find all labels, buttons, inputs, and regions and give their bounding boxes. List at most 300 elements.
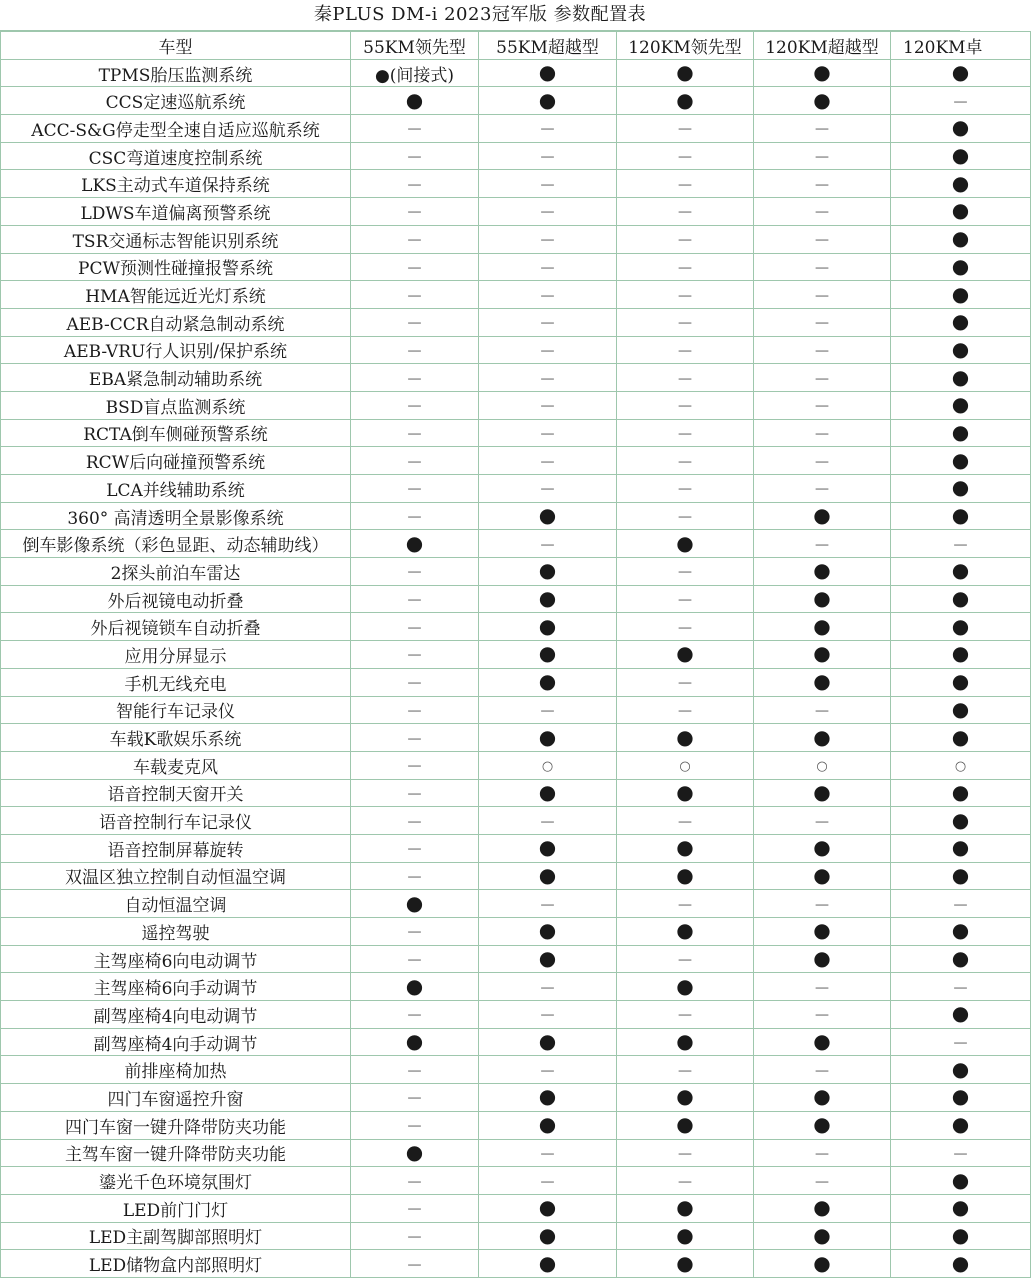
not-available-dash: — (815, 425, 829, 442)
table-row (1, 613, 1031, 641)
not-available-dash: — (815, 1145, 829, 1162)
standard-dot-icon: ● (951, 1167, 970, 1192)
spec-cell (479, 641, 617, 669)
spec-cell (351, 890, 479, 918)
feature-name: 四门车窗遥控升窗 (1, 1084, 351, 1112)
standard-dot-icon: ● (538, 1112, 557, 1137)
feature-name: RCTA倒车侧碰预警系统 (1, 419, 351, 447)
feature-name: 前排座椅加热 (1, 1056, 351, 1084)
spec-cell (754, 558, 891, 586)
not-available-dash: — (678, 259, 692, 276)
not-available-dash: — (540, 536, 555, 553)
spec-cell (351, 225, 479, 253)
standard-dot-icon: ● (538, 918, 557, 943)
not-available-dash: — (678, 1173, 692, 1190)
standard-dot-icon: ● (676, 779, 694, 804)
spec-cell (617, 336, 754, 364)
table-row (1, 1111, 1031, 1139)
spec-cell (479, 945, 617, 973)
not-available-dash: — (407, 785, 422, 802)
table-row (1, 87, 1031, 115)
spec-cell (351, 502, 479, 530)
spec-cell (754, 585, 891, 613)
table-row (1, 447, 1031, 475)
spec-cell (617, 807, 754, 835)
not-available-dash: — (407, 453, 422, 470)
spec-cell (891, 1139, 1031, 1167)
not-available-dash: — (407, 647, 422, 664)
spec-cell (891, 1194, 1031, 1222)
feature-name: 主驾座椅6向电动调节 (1, 945, 351, 973)
spec-cell (617, 447, 754, 475)
standard-dot-icon: ● (951, 918, 970, 943)
not-available-dash: — (815, 896, 829, 913)
spec-cell (891, 1167, 1031, 1195)
spec-cell (351, 1001, 479, 1029)
spec-cell (351, 973, 479, 1001)
not-available-dash: — (815, 1007, 829, 1024)
spec-cell (617, 391, 754, 419)
feature-name: LCA并线辅助系统 (1, 475, 351, 503)
spec-cell (891, 585, 1031, 613)
standard-dot-icon: ● (405, 1029, 424, 1054)
feature-name: 外后视镜锁车自动折叠 (1, 613, 351, 641)
table-row (1, 807, 1031, 835)
spec-cell (351, 419, 479, 447)
standard-dot-icon: ● (951, 1195, 970, 1220)
spec-cell (754, 862, 891, 890)
spec-cell (754, 1111, 891, 1139)
header-model-label: 车型 (1, 32, 351, 60)
standard-dot-icon: ● (676, 1084, 694, 1109)
spec-cell (891, 558, 1031, 586)
not-available-dash: — (815, 315, 829, 332)
not-available-dash: — (678, 1062, 692, 1079)
spec-cell (754, 834, 891, 862)
not-available-dash: — (815, 481, 829, 498)
standard-dot-icon: ● (951, 281, 970, 306)
table-row (1, 225, 1031, 253)
spec-cell (754, 1167, 891, 1195)
spec-cell (891, 1250, 1031, 1278)
table-row (1, 890, 1031, 918)
not-available-dash: — (540, 398, 555, 415)
spec-cell (754, 1222, 891, 1250)
table-row (1, 668, 1031, 696)
spec-cell (617, 502, 754, 530)
standard-dot-icon: ● (538, 835, 557, 860)
spec-cell (479, 142, 617, 170)
table-row (1, 862, 1031, 890)
not-available-dash: — (815, 232, 829, 249)
spec-cell (479, 558, 617, 586)
standard-dot-icon: ● (405, 973, 424, 998)
feature-name: LKS主动式车道保持系统 (1, 170, 351, 198)
not-available-dash: — (407, 315, 422, 332)
spec-cell (617, 890, 754, 918)
spec-cell (479, 253, 617, 281)
standard-dot-icon: ● (676, 641, 694, 666)
spec-cell (891, 973, 1031, 1001)
spec-cell (891, 1028, 1031, 1056)
table-row (1, 1167, 1031, 1195)
model-header: 55KM超越型 (479, 32, 617, 60)
standard-dot-icon: ● (538, 558, 557, 583)
spec-cell (479, 198, 617, 226)
feature-name: CSC弯道速度控制系统 (1, 142, 351, 170)
not-available-dash: — (540, 453, 555, 470)
not-available-dash: — (540, 702, 555, 719)
standard-dot-icon: ● (951, 724, 970, 749)
spec-cell (351, 724, 479, 752)
feature-name: 360° 高清透明全景影像系统 (1, 502, 351, 530)
spec-cell (754, 336, 891, 364)
feature-name: 车载麦克风 (1, 751, 351, 779)
standard-dot-icon: ● (813, 503, 831, 528)
standard-dot-icon: ● (951, 503, 970, 528)
not-available-dash: — (678, 675, 692, 692)
spec-cell (891, 87, 1031, 115)
standard-dot-icon: ● (676, 862, 694, 887)
spec-cell (891, 724, 1031, 752)
spec-cell (351, 198, 479, 226)
feature-name: 倒车影像系统（彩色显距、动态辅助线） (1, 530, 351, 558)
spec-cell (617, 1222, 754, 1250)
spec-cell (351, 115, 479, 143)
spec-cell (479, 862, 617, 890)
spec-cell (351, 1139, 479, 1167)
not-available-dash: — (815, 287, 829, 304)
spec-cell (351, 530, 479, 558)
not-available-dash: — (678, 149, 692, 166)
table-row (1, 724, 1031, 752)
not-available-dash: — (678, 1145, 692, 1162)
standard-dot-icon: ● (951, 558, 970, 583)
spec-cell (891, 142, 1031, 170)
not-available-dash: — (953, 979, 968, 996)
not-available-dash: — (540, 979, 555, 996)
spec-cell (754, 779, 891, 807)
spec-cell (891, 696, 1031, 724)
standard-dot-icon: ● (813, 1195, 831, 1220)
spec-table-body (1, 32, 1031, 1278)
standard-dot-icon: ● (538, 1222, 557, 1247)
feature-name: 外后视镜电动折叠 (1, 585, 351, 613)
spec-cell (479, 336, 617, 364)
table-row (1, 696, 1031, 724)
spec-cell (891, 613, 1031, 641)
spec-cell (351, 1084, 479, 1112)
spec-cell (617, 585, 754, 613)
spec-cell (891, 308, 1031, 336)
spec-cell (617, 1139, 754, 1167)
not-available-dash: — (540, 813, 555, 830)
not-available-dash: — (953, 93, 968, 110)
table-row (1, 751, 1031, 779)
standard-dot-icon: ● (676, 973, 694, 998)
feature-name: 主驾座椅6向手动调节 (1, 973, 351, 1001)
spec-cell (479, 115, 617, 143)
spec-cell (891, 364, 1031, 392)
standard-dot-icon: ● (951, 1250, 970, 1275)
spec-cell (479, 613, 617, 641)
not-available-dash: — (540, 370, 555, 387)
standard-dot-icon: ● (951, 779, 970, 804)
not-available-dash: — (953, 1145, 968, 1162)
not-available-dash: — (540, 1173, 555, 1190)
spec-cell (754, 253, 891, 281)
feature-name: 遥控驾驶 (1, 918, 351, 946)
not-available-dash: — (540, 287, 555, 304)
spec-cell (479, 1001, 617, 1029)
not-available-dash: — (678, 453, 692, 470)
table-row (1, 1084, 1031, 1112)
not-available-dash: — (678, 1007, 692, 1024)
standard-dot-icon: ● (538, 586, 557, 611)
not-available-dash: — (678, 702, 692, 719)
not-available-dash: — (407, 287, 422, 304)
table-row (1, 945, 1031, 973)
standard-dot-icon: ● (951, 807, 970, 832)
standard-dot-icon: ● (951, 419, 970, 444)
standard-dot-icon: ● (405, 530, 424, 555)
spec-cell (891, 391, 1031, 419)
spec-cell (754, 918, 891, 946)
spec-cell (754, 364, 891, 392)
spec-cell (351, 945, 479, 973)
standard-dot-icon: ● (538, 1084, 557, 1109)
table-row (1, 336, 1031, 364)
model-header: 120KM超越型 (754, 32, 891, 60)
spec-cell (891, 502, 1031, 530)
table-row (1, 1001, 1031, 1029)
standard-dot-icon: ● (538, 669, 557, 694)
spec-cell (479, 1111, 617, 1139)
spec-table (0, 31, 1031, 1278)
spec-cell (351, 364, 479, 392)
table-row (1, 419, 1031, 447)
not-available-dash: — (540, 121, 555, 138)
not-available-dash: — (407, 619, 422, 636)
spec-cell (754, 751, 891, 779)
not-available-dash: — (407, 176, 422, 193)
table-row (1, 281, 1031, 309)
standard-dot-icon: ● (951, 170, 970, 195)
spec-cell (891, 918, 1031, 946)
spec-cell (891, 1084, 1031, 1112)
feature-name: 手机无线充电 (1, 668, 351, 696)
spec-cell (754, 724, 891, 752)
standard-dot-icon: ● (538, 613, 557, 638)
table-row (1, 502, 1031, 530)
spec-cell (891, 225, 1031, 253)
feature-name: LED前门门灯 (1, 1194, 351, 1222)
model-header: 120KM卓 (891, 32, 1031, 60)
spec-cell (351, 142, 479, 170)
spec-cell (754, 142, 891, 170)
table-row (1, 973, 1031, 1001)
not-available-dash: — (678, 509, 692, 526)
not-available-dash: — (407, 1090, 422, 1107)
not-available-dash: — (540, 204, 555, 221)
not-available-dash: — (540, 315, 555, 332)
spec-cell (617, 1167, 754, 1195)
not-available-dash: — (407, 1007, 422, 1024)
table-row (1, 115, 1031, 143)
spec-cell (351, 281, 479, 309)
standard-dot-icon: ● (405, 1139, 424, 1164)
feature-name: 语音控制行车记录仪 (1, 807, 351, 835)
feature-name: 主驾车窗一键升降带防夹功能 (1, 1139, 351, 1167)
standard-dot-icon: ● (951, 143, 970, 168)
not-available-dash: — (407, 149, 422, 166)
spec-cell (891, 419, 1031, 447)
table-row (1, 1028, 1031, 1056)
spec-cell (754, 1056, 891, 1084)
spec-cell (754, 890, 891, 918)
feature-name: TPMS胎压监测系统 (1, 59, 351, 87)
not-available-dash: — (678, 564, 692, 581)
spec-cell (351, 447, 479, 475)
spec-cell (891, 1222, 1031, 1250)
spec-cell (479, 364, 617, 392)
spec-cell (479, 225, 617, 253)
spec-cell (754, 973, 891, 1001)
not-available-dash: — (540, 259, 555, 276)
not-available-dash: — (678, 952, 692, 969)
spec-cell (754, 530, 891, 558)
spec-cell (351, 696, 479, 724)
standard-dot-icon: ● (951, 226, 970, 251)
feature-name: LED主副驾脚部照明灯 (1, 1222, 351, 1250)
spec-cell (479, 1222, 617, 1250)
standard-dot-icon: ● (813, 586, 831, 611)
spec-cell (351, 613, 479, 641)
table-row (1, 585, 1031, 613)
spec-cell (617, 308, 754, 336)
standard-dot-icon: ● (813, 641, 831, 666)
feature-name: ACC-S&G停走型全速自适应巡航系统 (1, 115, 351, 143)
standard-dot-icon: ● (813, 1112, 831, 1137)
spec-cell (351, 558, 479, 586)
standard-dot-icon: ● (676, 1029, 694, 1054)
standard-dot-icon: ● (538, 862, 557, 887)
not-available-dash: — (815, 149, 829, 166)
spec-cell (351, 391, 479, 419)
not-available-dash: — (815, 204, 829, 221)
not-available-dash: — (407, 398, 422, 415)
table-row (1, 198, 1031, 226)
spec-cell (617, 87, 754, 115)
spec-cell (351, 585, 479, 613)
spec-cell (351, 641, 479, 669)
standard-dot-icon: ● (951, 1112, 970, 1137)
spec-cell (754, 1139, 891, 1167)
table-row (1, 1194, 1031, 1222)
not-available-dash: — (953, 536, 968, 553)
spec-cell (617, 1250, 754, 1278)
spec-cell (479, 502, 617, 530)
spec-cell (351, 253, 479, 281)
spec-cell (617, 115, 754, 143)
table-row (1, 170, 1031, 198)
table-row (1, 558, 1031, 586)
spec-cell (479, 87, 617, 115)
standard-dot-icon: ● (951, 1056, 970, 1081)
feature-name: 双温区独立控制自动恒温空调 (1, 862, 351, 890)
spec-cell (617, 198, 754, 226)
feature-name: 车载K歌娱乐系统 (1, 724, 351, 752)
not-available-dash: — (815, 121, 829, 138)
not-available-dash: — (678, 813, 692, 830)
feature-name: EBA紧急制动辅助系统 (1, 364, 351, 392)
spec-cell (479, 585, 617, 613)
spec-cell (891, 198, 1031, 226)
standard-dot-icon: ● (676, 87, 694, 112)
spec-cell (891, 59, 1031, 87)
standard-dot-icon: ● (538, 641, 557, 666)
spec-cell (617, 59, 754, 87)
standard-dot-icon: ● (951, 862, 970, 887)
spec-cell (754, 115, 891, 143)
not-available-dash: — (407, 868, 422, 885)
spec-cell (617, 779, 754, 807)
page-title: 秦PLUS DM-i 2023冠军版 参数配置表 (0, 0, 960, 31)
standard-dot-icon: ● (405, 87, 424, 112)
spec-cell (891, 1111, 1031, 1139)
not-available-dash: — (540, 425, 555, 442)
not-available-dash: — (815, 536, 829, 553)
not-available-dash: — (678, 425, 692, 442)
not-available-dash: — (540, 1145, 555, 1162)
spec-cell (351, 918, 479, 946)
spec-cell (351, 1056, 479, 1084)
spec-cell (754, 945, 891, 973)
not-available-dash: — (953, 1035, 968, 1052)
spec-cell (754, 696, 891, 724)
table-row (1, 364, 1031, 392)
spec-cell (891, 668, 1031, 696)
spec-cell (754, 502, 891, 530)
standard-dot-icon: ● (813, 835, 831, 860)
spec-cell (891, 641, 1031, 669)
spec-cell (479, 530, 617, 558)
spec-cell (351, 668, 479, 696)
spec-cell (754, 613, 891, 641)
spec-cell (891, 807, 1031, 835)
standard-dot-icon: ● (813, 1029, 831, 1054)
standard-dot-icon: ● (951, 364, 970, 389)
not-available-dash: — (678, 176, 692, 193)
standard-dot-icon: ● (813, 918, 831, 943)
not-available-dash: — (678, 287, 692, 304)
standard-dot-icon: ● (951, 336, 970, 361)
spec-cell (754, 1028, 891, 1056)
spec-cell (617, 558, 754, 586)
spec-cell (479, 973, 617, 1001)
standard-dot-icon: ● (951, 835, 970, 860)
header-row (1, 32, 1031, 60)
spec-cell (617, 945, 754, 973)
spec-cell (479, 890, 617, 918)
spec-cell (351, 834, 479, 862)
feature-name: 副驾座椅4向电动调节 (1, 1001, 351, 1029)
spec-cell (891, 447, 1031, 475)
standard-dot-icon: ● (676, 724, 694, 749)
not-available-dash: — (815, 1062, 829, 1079)
standard-indirect-note: ●(间接式) (374, 65, 455, 86)
not-available-dash: — (407, 702, 422, 719)
